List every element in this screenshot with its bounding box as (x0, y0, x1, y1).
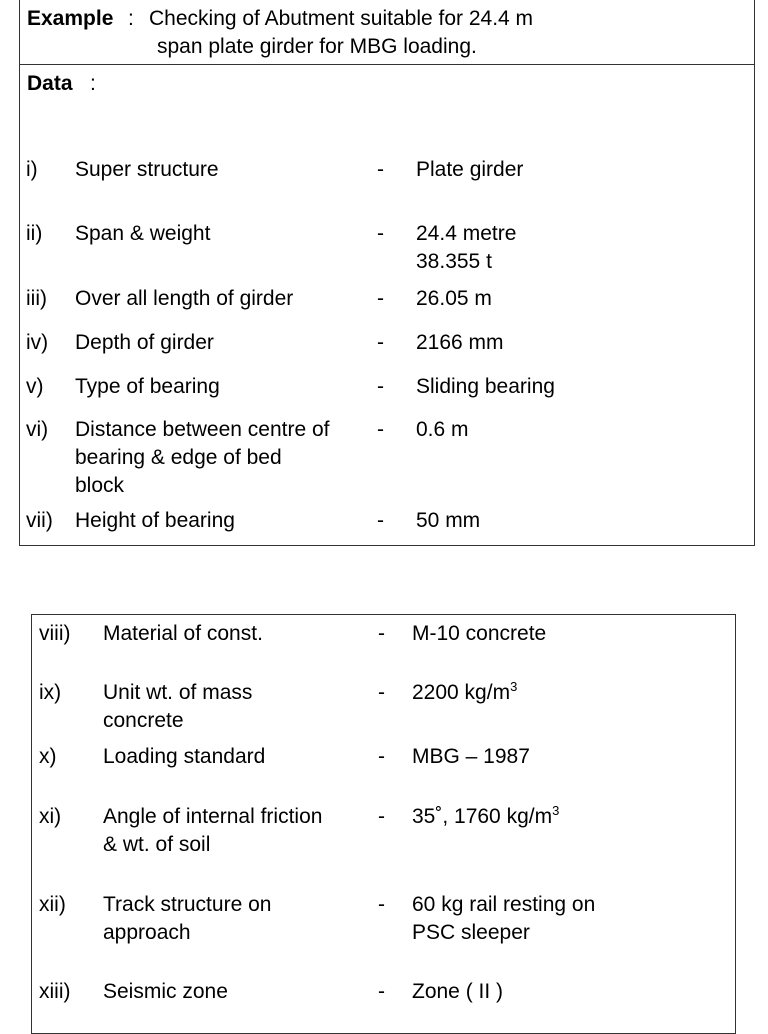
example-label: Example (27, 7, 114, 30)
item-label: Distance between centre of (75, 418, 330, 441)
item-dash: - (378, 622, 385, 645)
item-value-text: 50 mm (416, 509, 481, 532)
item-number: xi) (39, 805, 62, 828)
item-value (416, 373, 555, 401)
item-label: Depth of girder (75, 331, 214, 354)
item-value-text: PSC sleeper (412, 921, 530, 944)
item-label: Track structure on (103, 893, 272, 916)
item-dash: - (378, 980, 385, 1003)
item-value (416, 416, 469, 444)
item-value (412, 978, 503, 1006)
item-dash: - (378, 681, 385, 704)
item-label: Loading standard (103, 745, 266, 768)
item-number: x) (39, 745, 57, 768)
item-value (416, 156, 523, 184)
data-colon: : (90, 72, 96, 95)
item-number: xii) (39, 893, 66, 916)
data-table-box (19, 64, 755, 546)
item-value-text: 24.4 metre (416, 222, 517, 245)
example-title-line-2: span plate girder for MBG loading. (157, 35, 477, 58)
item-label: Angle of internal friction (103, 805, 323, 828)
item-value-text: 26.05 m (416, 287, 492, 310)
item-value (412, 803, 559, 831)
item-value (416, 220, 516, 248)
item-label: bearing & edge of bed (75, 446, 282, 469)
item-value (412, 919, 530, 947)
item-number: iii) (26, 287, 47, 310)
item-value (416, 248, 492, 276)
item-label: Seismic zone (103, 980, 228, 1003)
item-dash: - (377, 331, 384, 354)
item-value-text: 60 kg rail resting on (412, 893, 596, 916)
example-header-box (19, 0, 755, 65)
item-value-text: MBG – 1987 (412, 745, 530, 768)
item-number: ii) (26, 222, 43, 245)
item-number: v) (26, 375, 44, 398)
item-number: xiii) (39, 980, 71, 1003)
item-label: Material of const. (103, 622, 263, 645)
item-value (412, 891, 595, 919)
item-label: Super structure (75, 158, 219, 181)
item-label: & wt. of soil (103, 833, 211, 856)
item-dash: - (377, 418, 384, 441)
item-label: Unit wt. of mass (103, 681, 253, 704)
superscript: 3 (510, 679, 518, 694)
data-table-box-continued (31, 614, 736, 1034)
item-label: Span & weight (75, 222, 211, 245)
item-number: i) (26, 158, 38, 181)
item-dash: - (377, 375, 384, 398)
item-label: Height of bearing (75, 509, 235, 532)
item-value-text: M-10 concrete (412, 622, 547, 645)
item-label: Over all length of girder (75, 287, 294, 310)
example-title-line-1: Checking of Abutment suitable for 24.4 m (149, 7, 534, 30)
item-label: block (75, 474, 125, 497)
superscript: 3 (552, 803, 560, 818)
item-number: iv) (26, 331, 49, 354)
item-value-text: Zone ( II ) (412, 980, 504, 1003)
item-dash: - (377, 222, 384, 245)
item-label: concrete (103, 709, 184, 732)
item-value-text: 35˚, 1760 kg/m (412, 805, 553, 828)
item-dash: - (378, 893, 385, 916)
item-value-text: 0.6 m (416, 418, 469, 441)
item-number: vii) (26, 509, 53, 532)
example-colon: : (128, 7, 134, 30)
item-value-text: Plate girder (416, 158, 524, 181)
data-label: Data (27, 72, 73, 95)
item-value-text: 2166 mm (416, 331, 504, 354)
item-value (416, 285, 492, 313)
item-value (412, 620, 546, 648)
item-dash: - (378, 805, 385, 828)
item-dash: - (378, 745, 385, 768)
item-label: Type of bearing (75, 375, 220, 398)
item-value (416, 329, 504, 357)
item-value-text: Sliding bearing (416, 375, 555, 398)
item-number: ix) (39, 681, 62, 704)
item-value-text: 2200 kg/m (412, 681, 511, 704)
item-dash: - (377, 158, 384, 181)
item-value (412, 679, 517, 707)
item-number: vi) (26, 418, 49, 441)
item-value (416, 507, 480, 535)
item-number: viii) (39, 622, 71, 645)
item-dash: - (377, 509, 384, 532)
item-dash: - (377, 287, 384, 310)
item-label: approach (103, 921, 191, 944)
item-value-text: 38.355 t (416, 250, 492, 273)
item-value (412, 743, 530, 771)
